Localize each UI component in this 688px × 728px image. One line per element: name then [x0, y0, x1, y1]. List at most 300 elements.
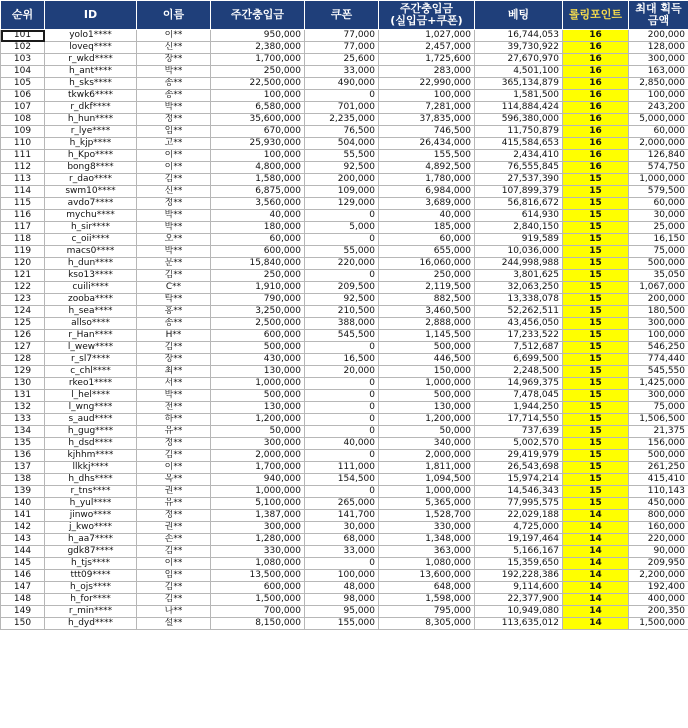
name-cell[interactable]: 설**: [137, 618, 211, 630]
max-cell[interactable]: 160,000: [629, 522, 688, 534]
max-cell[interactable]: 5,000,000: [629, 114, 688, 126]
id-cell[interactable]: h_for****: [45, 594, 137, 606]
id-cell[interactable]: h_dhs****: [45, 474, 137, 486]
point-cell[interactable]: 14: [563, 606, 629, 618]
header-max[interactable]: 최대 획득 금액: [629, 1, 688, 30]
coupon-cell[interactable]: 20,000: [305, 366, 379, 378]
bet-cell[interactable]: 14,546,343: [475, 486, 563, 498]
bet-cell[interactable]: 10,949,080: [475, 606, 563, 618]
name-cell[interactable]: 정**: [137, 510, 211, 522]
total-cell[interactable]: 150,000: [379, 366, 475, 378]
deposit-cell[interactable]: 15,840,000: [211, 258, 305, 270]
max-cell[interactable]: 25,000: [629, 222, 688, 234]
coupon-cell[interactable]: 100,000: [305, 570, 379, 582]
total-cell[interactable]: 746,500: [379, 126, 475, 138]
bet-cell[interactable]: 16,744,053: [475, 30, 563, 42]
point-cell[interactable]: 15: [563, 462, 629, 474]
max-cell[interactable]: 110,143: [629, 486, 688, 498]
rank-cell[interactable]: 111: [1, 150, 45, 162]
deposit-cell[interactable]: 950,000: [211, 30, 305, 42]
point-cell[interactable]: 14: [563, 582, 629, 594]
total-cell[interactable]: 7,281,000: [379, 102, 475, 114]
total-cell[interactable]: 6,984,000: [379, 186, 475, 198]
id-cell[interactable]: swm10****: [45, 186, 137, 198]
deposit-cell[interactable]: 700,000: [211, 606, 305, 618]
total-cell[interactable]: 8,305,000: [379, 618, 475, 630]
name-cell[interactable]: 임**: [137, 570, 211, 582]
header-rank[interactable]: 순위: [1, 1, 45, 30]
id-cell[interactable]: j_kwo****: [45, 522, 137, 534]
bet-cell[interactable]: 56,816,672: [475, 198, 563, 210]
name-cell[interactable]: 이**: [137, 558, 211, 570]
max-cell[interactable]: 579,500: [629, 186, 688, 198]
name-cell[interactable]: 하**: [137, 414, 211, 426]
name-cell[interactable]: H**: [137, 330, 211, 342]
max-cell[interactable]: 209,950: [629, 558, 688, 570]
bet-cell[interactable]: 737,639: [475, 426, 563, 438]
point-cell[interactable]: 15: [563, 186, 629, 198]
point-cell[interactable]: 15: [563, 474, 629, 486]
max-cell[interactable]: 200,350: [629, 606, 688, 618]
rank-cell[interactable]: 101: [1, 30, 45, 42]
rank-cell[interactable]: 120: [1, 258, 45, 270]
coupon-cell[interactable]: 210,500: [305, 306, 379, 318]
max-cell[interactable]: 90,000: [629, 546, 688, 558]
coupon-cell[interactable]: 33,000: [305, 546, 379, 558]
id-cell[interactable]: h_kjp****: [45, 138, 137, 150]
deposit-cell[interactable]: 1,000,000: [211, 378, 305, 390]
max-cell[interactable]: 100,000: [629, 330, 688, 342]
deposit-cell[interactable]: 8,150,000: [211, 618, 305, 630]
total-cell[interactable]: 1,780,000: [379, 174, 475, 186]
max-cell[interactable]: 75,000: [629, 402, 688, 414]
deposit-cell[interactable]: 330,000: [211, 546, 305, 558]
coupon-cell[interactable]: 0: [305, 342, 379, 354]
header-point[interactable]: 롤링포인트: [563, 1, 629, 30]
coupon-cell[interactable]: 55,500: [305, 150, 379, 162]
bet-cell[interactable]: 27,670,970: [475, 54, 563, 66]
point-cell[interactable]: 15: [563, 258, 629, 270]
name-cell[interactable]: 송**: [137, 318, 211, 330]
name-cell[interactable]: 장**: [137, 54, 211, 66]
deposit-cell[interactable]: 250,000: [211, 66, 305, 78]
id-cell[interactable]: mychu****: [45, 210, 137, 222]
rank-cell[interactable]: 137: [1, 462, 45, 474]
id-cell[interactable]: jinwo****: [45, 510, 137, 522]
max-cell[interactable]: 35,050: [629, 270, 688, 282]
deposit-cell[interactable]: 1,580,000: [211, 174, 305, 186]
total-cell[interactable]: 1,348,000: [379, 534, 475, 546]
rank-cell[interactable]: 116: [1, 210, 45, 222]
coupon-cell[interactable]: 0: [305, 414, 379, 426]
total-cell[interactable]: 2,457,000: [379, 42, 475, 54]
coupon-cell[interactable]: 40,000: [305, 438, 379, 450]
name-cell[interactable]: 김**: [137, 270, 211, 282]
id-cell[interactable]: r_min****: [45, 606, 137, 618]
max-cell[interactable]: 60,000: [629, 198, 688, 210]
rank-cell[interactable]: 127: [1, 342, 45, 354]
name-cell[interactable]: 손**: [137, 534, 211, 546]
coupon-cell[interactable]: 92,500: [305, 294, 379, 306]
deposit-cell[interactable]: 40,000: [211, 210, 305, 222]
rank-cell[interactable]: 129: [1, 366, 45, 378]
id-cell[interactable]: h_dun****: [45, 258, 137, 270]
coupon-cell[interactable]: 220,000: [305, 258, 379, 270]
total-cell[interactable]: 1,200,000: [379, 414, 475, 426]
id-cell[interactable]: c_oii****: [45, 234, 137, 246]
bet-cell[interactable]: 4,725,000: [475, 522, 563, 534]
coupon-cell[interactable]: 48,000: [305, 582, 379, 594]
rank-cell[interactable]: 149: [1, 606, 45, 618]
name-cell[interactable]: 정**: [137, 438, 211, 450]
point-cell[interactable]: 14: [563, 522, 629, 534]
rank-cell[interactable]: 123: [1, 294, 45, 306]
rank-cell[interactable]: 134: [1, 426, 45, 438]
coupon-cell[interactable]: 141,700: [305, 510, 379, 522]
max-cell[interactable]: 300,000: [629, 390, 688, 402]
point-cell[interactable]: 16: [563, 42, 629, 54]
deposit-cell[interactable]: 100,000: [211, 90, 305, 102]
point-cell[interactable]: 14: [563, 594, 629, 606]
point-cell[interactable]: 15: [563, 294, 629, 306]
id-cell[interactable]: r_wkd****: [45, 54, 137, 66]
bet-cell[interactable]: 7,478,045: [475, 390, 563, 402]
rank-cell[interactable]: 146: [1, 570, 45, 582]
rank-cell[interactable]: 121: [1, 270, 45, 282]
rank-cell[interactable]: 118: [1, 234, 45, 246]
name-cell[interactable]: 권**: [137, 522, 211, 534]
id-cell[interactable]: macs0****: [45, 246, 137, 258]
header-bet[interactable]: 베팅: [475, 1, 563, 30]
point-cell[interactable]: 16: [563, 114, 629, 126]
max-cell[interactable]: 21,375: [629, 426, 688, 438]
deposit-cell[interactable]: 1,080,000: [211, 558, 305, 570]
point-cell[interactable]: 16: [563, 66, 629, 78]
total-cell[interactable]: 1,528,700: [379, 510, 475, 522]
name-cell[interactable]: 김**: [137, 450, 211, 462]
coupon-cell[interactable]: 92,500: [305, 162, 379, 174]
coupon-cell[interactable]: 155,000: [305, 618, 379, 630]
max-cell[interactable]: 546,250: [629, 342, 688, 354]
id-cell[interactable]: c_chl****: [45, 366, 137, 378]
total-cell[interactable]: 446,500: [379, 354, 475, 366]
deposit-cell[interactable]: 3,560,000: [211, 198, 305, 210]
max-cell[interactable]: 2,000,000: [629, 138, 688, 150]
rank-cell[interactable]: 102: [1, 42, 45, 54]
rank-cell[interactable]: 150: [1, 618, 45, 630]
total-cell[interactable]: 1,027,000: [379, 30, 475, 42]
bet-cell[interactable]: 244,998,988: [475, 258, 563, 270]
max-cell[interactable]: 128,000: [629, 42, 688, 54]
bet-cell[interactable]: 596,380,000: [475, 114, 563, 126]
name-cell[interactable]: 전**: [137, 402, 211, 414]
name-cell[interactable]: 김**: [137, 546, 211, 558]
deposit-cell[interactable]: 3,250,000: [211, 306, 305, 318]
name-cell[interactable]: 박**: [137, 222, 211, 234]
max-cell[interactable]: 1,067,000: [629, 282, 688, 294]
deposit-cell[interactable]: 940,000: [211, 474, 305, 486]
id-cell[interactable]: cuili****: [45, 282, 137, 294]
max-cell[interactable]: 545,550: [629, 366, 688, 378]
rank-cell[interactable]: 140: [1, 498, 45, 510]
id-cell[interactable]: r_dkf****: [45, 102, 137, 114]
point-cell[interactable]: 15: [563, 426, 629, 438]
bet-cell[interactable]: 2,248,500: [475, 366, 563, 378]
name-cell[interactable]: 임**: [137, 126, 211, 138]
point-cell[interactable]: 16: [563, 30, 629, 42]
max-cell[interactable]: 243,200: [629, 102, 688, 114]
coupon-cell[interactable]: 111,000: [305, 462, 379, 474]
point-cell[interactable]: 15: [563, 234, 629, 246]
total-cell[interactable]: 655,000: [379, 246, 475, 258]
id-cell[interactable]: h_hun****: [45, 114, 137, 126]
bet-cell[interactable]: 19,197,464: [475, 534, 563, 546]
coupon-cell[interactable]: 388,000: [305, 318, 379, 330]
name-cell[interactable]: 이**: [137, 462, 211, 474]
name-cell[interactable]: 권**: [137, 486, 211, 498]
coupon-cell[interactable]: 490,000: [305, 78, 379, 90]
bet-cell[interactable]: 114,884,424: [475, 102, 563, 114]
name-cell[interactable]: 박**: [137, 210, 211, 222]
name-cell[interactable]: 박**: [137, 66, 211, 78]
name-cell[interactable]: 홍**: [137, 306, 211, 318]
coupon-cell[interactable]: 33,000: [305, 66, 379, 78]
id-cell[interactable]: h_ant****: [45, 66, 137, 78]
point-cell[interactable]: 15: [563, 222, 629, 234]
deposit-cell[interactable]: 1,200,000: [211, 414, 305, 426]
total-cell[interactable]: 130,000: [379, 402, 475, 414]
bet-cell[interactable]: 27,537,390: [475, 174, 563, 186]
coupon-cell[interactable]: 0: [305, 234, 379, 246]
total-cell[interactable]: 648,000: [379, 582, 475, 594]
total-cell[interactable]: 795,000: [379, 606, 475, 618]
point-cell[interactable]: 14: [563, 534, 629, 546]
point-cell[interactable]: 15: [563, 402, 629, 414]
deposit-cell[interactable]: 6,875,000: [211, 186, 305, 198]
total-cell[interactable]: 1,145,500: [379, 330, 475, 342]
id-cell[interactable]: r_tns****: [45, 486, 137, 498]
deposit-cell[interactable]: 6,580,000: [211, 102, 305, 114]
point-cell[interactable]: 16: [563, 90, 629, 102]
total-cell[interactable]: 3,460,500: [379, 306, 475, 318]
point-cell[interactable]: 14: [563, 570, 629, 582]
point-cell[interactable]: 15: [563, 198, 629, 210]
point-cell[interactable]: 15: [563, 438, 629, 450]
max-cell[interactable]: 200,000: [629, 294, 688, 306]
max-cell[interactable]: 2,850,000: [629, 78, 688, 90]
coupon-cell[interactable]: 2,235,000: [305, 114, 379, 126]
name-cell[interactable]: 이**: [137, 30, 211, 42]
max-cell[interactable]: 500,000: [629, 258, 688, 270]
bet-cell[interactable]: 192,228,386: [475, 570, 563, 582]
max-cell[interactable]: 2,200,000: [629, 570, 688, 582]
name-cell[interactable]: 오**: [137, 234, 211, 246]
deposit-cell[interactable]: 2,000,000: [211, 450, 305, 462]
max-cell[interactable]: 30,000: [629, 210, 688, 222]
bet-cell[interactable]: 107,899,379: [475, 186, 563, 198]
point-cell[interactable]: 16: [563, 54, 629, 66]
bet-cell[interactable]: 113,635,012: [475, 618, 563, 630]
deposit-cell[interactable]: 790,000: [211, 294, 305, 306]
point-cell[interactable]: 15: [563, 270, 629, 282]
coupon-cell[interactable]: 129,000: [305, 198, 379, 210]
rank-cell[interactable]: 144: [1, 546, 45, 558]
max-cell[interactable]: 1,425,000: [629, 378, 688, 390]
name-cell[interactable]: 옥**: [137, 474, 211, 486]
id-cell[interactable]: bong8****: [45, 162, 137, 174]
point-cell[interactable]: 15: [563, 210, 629, 222]
rank-cell[interactable]: 135: [1, 438, 45, 450]
rank-cell[interactable]: 141: [1, 510, 45, 522]
name-cell[interactable]: 정**: [137, 198, 211, 210]
max-cell[interactable]: 774,440: [629, 354, 688, 366]
bet-cell[interactable]: 365,134,879: [475, 78, 563, 90]
deposit-cell[interactable]: 500,000: [211, 390, 305, 402]
id-cell[interactable]: kso13****: [45, 270, 137, 282]
total-cell[interactable]: 185,000: [379, 222, 475, 234]
coupon-cell[interactable]: 95,000: [305, 606, 379, 618]
coupon-cell[interactable]: 209,500: [305, 282, 379, 294]
total-cell[interactable]: 4,892,500: [379, 162, 475, 174]
deposit-cell[interactable]: 300,000: [211, 522, 305, 534]
bet-cell[interactable]: 1,581,500: [475, 90, 563, 102]
rank-cell[interactable]: 130: [1, 378, 45, 390]
total-cell[interactable]: 1,080,000: [379, 558, 475, 570]
total-cell[interactable]: 60,000: [379, 234, 475, 246]
max-cell[interactable]: 450,000: [629, 498, 688, 510]
name-cell[interactable]: 탁**: [137, 294, 211, 306]
bet-cell[interactable]: 6,699,500: [475, 354, 563, 366]
max-cell[interactable]: 163,000: [629, 66, 688, 78]
coupon-cell[interactable]: 545,500: [305, 330, 379, 342]
name-cell[interactable]: 박**: [137, 390, 211, 402]
coupon-cell[interactable]: 0: [305, 486, 379, 498]
rank-cell[interactable]: 131: [1, 390, 45, 402]
deposit-cell[interactable]: 600,000: [211, 330, 305, 342]
total-cell[interactable]: 13,600,000: [379, 570, 475, 582]
bet-cell[interactable]: 5,166,167: [475, 546, 563, 558]
rank-cell[interactable]: 103: [1, 54, 45, 66]
rank-cell[interactable]: 142: [1, 522, 45, 534]
total-cell[interactable]: 1,811,000: [379, 462, 475, 474]
bet-cell[interactable]: 14,969,375: [475, 378, 563, 390]
name-cell[interactable]: 김**: [137, 594, 211, 606]
total-cell[interactable]: 37,835,000: [379, 114, 475, 126]
deposit-cell[interactable]: 1,910,000: [211, 282, 305, 294]
bet-cell[interactable]: 32,063,250: [475, 282, 563, 294]
name-cell[interactable]: 최**: [137, 366, 211, 378]
coupon-cell[interactable]: 0: [305, 558, 379, 570]
bet-cell[interactable]: 2,434,410: [475, 150, 563, 162]
id-cell[interactable]: l_wng****: [45, 402, 137, 414]
name-cell[interactable]: 이**: [137, 150, 211, 162]
max-cell[interactable]: 156,000: [629, 438, 688, 450]
bet-cell[interactable]: 4,501,100: [475, 66, 563, 78]
coupon-cell[interactable]: 154,500: [305, 474, 379, 486]
max-cell[interactable]: 126,840: [629, 150, 688, 162]
rank-cell[interactable]: 143: [1, 534, 45, 546]
total-cell[interactable]: 26,434,000: [379, 138, 475, 150]
id-cell[interactable]: h_sir****: [45, 222, 137, 234]
deposit-cell[interactable]: 670,000: [211, 126, 305, 138]
max-cell[interactable]: 415,410: [629, 474, 688, 486]
point-cell[interactable]: 16: [563, 126, 629, 138]
name-cell[interactable]: 김**: [137, 174, 211, 186]
max-cell[interactable]: 220,000: [629, 534, 688, 546]
coupon-cell[interactable]: 265,000: [305, 498, 379, 510]
name-cell[interactable]: 송**: [137, 78, 211, 90]
coupon-cell[interactable]: 76,500: [305, 126, 379, 138]
id-cell[interactable]: rkeo1****: [45, 378, 137, 390]
id-cell[interactable]: h_aa7****: [45, 534, 137, 546]
coupon-cell[interactable]: 5,000: [305, 222, 379, 234]
total-cell[interactable]: 1,725,600: [379, 54, 475, 66]
id-cell[interactable]: gdk87****: [45, 546, 137, 558]
deposit-cell[interactable]: 1,000,000: [211, 486, 305, 498]
name-cell[interactable]: 박**: [137, 102, 211, 114]
bet-cell[interactable]: 1,944,250: [475, 402, 563, 414]
max-cell[interactable]: 192,400: [629, 582, 688, 594]
id-cell[interactable]: h_dsd****: [45, 438, 137, 450]
coupon-cell[interactable]: 0: [305, 378, 379, 390]
rank-cell[interactable]: 126: [1, 330, 45, 342]
id-cell[interactable]: yolo1****: [45, 30, 137, 42]
id-cell[interactable]: loveq****: [45, 42, 137, 54]
bet-cell[interactable]: 415,584,653: [475, 138, 563, 150]
total-cell[interactable]: 283,000: [379, 66, 475, 78]
point-cell[interactable]: 15: [563, 174, 629, 186]
bet-cell[interactable]: 919,589: [475, 234, 563, 246]
bet-cell[interactable]: 17,233,522: [475, 330, 563, 342]
coupon-cell[interactable]: 0: [305, 210, 379, 222]
id-cell[interactable]: h_Kpo****: [45, 150, 137, 162]
rank-cell[interactable]: 128: [1, 354, 45, 366]
deposit-cell[interactable]: 600,000: [211, 582, 305, 594]
id-cell[interactable]: l_wew****: [45, 342, 137, 354]
coupon-cell[interactable]: 77,000: [305, 42, 379, 54]
point-cell[interactable]: 16: [563, 138, 629, 150]
coupon-cell[interactable]: 68,000: [305, 534, 379, 546]
name-cell[interactable]: 신**: [137, 186, 211, 198]
point-cell[interactable]: 15: [563, 330, 629, 342]
deposit-cell[interactable]: 1,700,000: [211, 462, 305, 474]
total-cell[interactable]: 250,000: [379, 270, 475, 282]
deposit-cell[interactable]: 50,000: [211, 426, 305, 438]
bet-cell[interactable]: 614,930: [475, 210, 563, 222]
deposit-cell[interactable]: 2,500,000: [211, 318, 305, 330]
point-cell[interactable]: 15: [563, 282, 629, 294]
bet-cell[interactable]: 22,029,188: [475, 510, 563, 522]
id-cell[interactable]: kjhhm****: [45, 450, 137, 462]
point-cell[interactable]: 16: [563, 162, 629, 174]
name-cell[interactable]: 서**: [137, 378, 211, 390]
coupon-cell[interactable]: 0: [305, 450, 379, 462]
id-cell[interactable]: s_aud****: [45, 414, 137, 426]
name-cell[interactable]: 유**: [137, 498, 211, 510]
deposit-cell[interactable]: 1,700,000: [211, 54, 305, 66]
deposit-cell[interactable]: 25,930,000: [211, 138, 305, 150]
bet-cell[interactable]: 15,359,650: [475, 558, 563, 570]
point-cell[interactable]: 16: [563, 150, 629, 162]
bet-cell[interactable]: 7,512,687: [475, 342, 563, 354]
deposit-cell[interactable]: 500,000: [211, 342, 305, 354]
deposit-cell[interactable]: 60,000: [211, 234, 305, 246]
name-cell[interactable]: 유**: [137, 426, 211, 438]
max-cell[interactable]: 800,000: [629, 510, 688, 522]
id-cell[interactable]: avdo7****: [45, 198, 137, 210]
name-cell[interactable]: 김**: [137, 342, 211, 354]
coupon-cell[interactable]: 0: [305, 426, 379, 438]
